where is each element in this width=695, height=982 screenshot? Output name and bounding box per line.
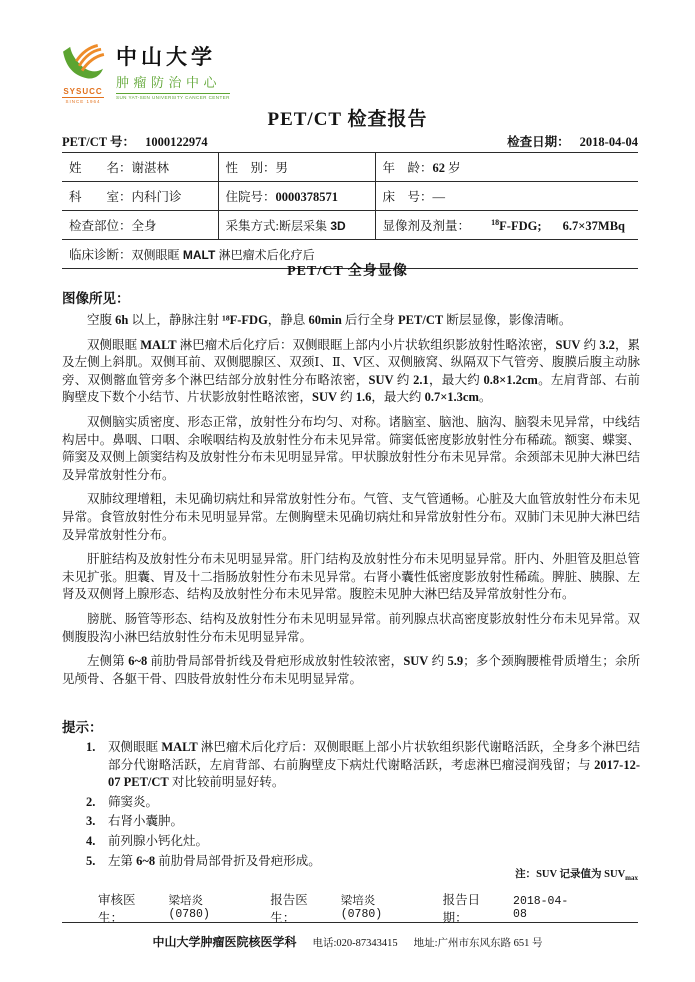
exam-region-label: 检查部位： (69, 219, 132, 233)
tip-text: 筛窦炎。 (108, 794, 159, 809)
tip-item (62, 794, 640, 812)
tip-text: 右肾小囊肿。 (108, 814, 184, 829)
bed-number-label: 床 号： (382, 190, 433, 204)
footer-department: 中山大学肿瘤医院核医学科 (152, 935, 297, 949)
sysucc-logo (58, 44, 230, 104)
logo-center-name: 肿瘤防治中心 (116, 75, 222, 91)
tip-item (62, 739, 640, 792)
findings-paragraph: 肝脏结构及放射性分布未见明显异常。肝门结构及放射性分布未见明显异常。肝内、外胆管及胆总管未见扩张。胆囊、胃及十二指肠放射性分布未见异常。右肾小囊性低密度影放射性稀疏。脾脏、胰腺、左肾及双侧肾上腺形态、结构及放射性分布未见异常。腹腔未见肿大淋巴结及异常放射性分布。 (62, 552, 640, 602)
acquisition-mode-cell (218, 211, 375, 240)
sysucc-logo-mark-wrap (58, 44, 108, 104)
tip-number: 2. (86, 794, 96, 809)
tracer-isotope-sup: 18 (491, 217, 500, 227)
findings-heading: 图像所见： (62, 291, 130, 306)
logo-acronym: SYSUCC (63, 87, 103, 96)
tracer-dose-value: 6.7×37MBq (562, 219, 625, 233)
logo-text-block (116, 44, 230, 104)
table-row (62, 182, 638, 211)
tip-number: 5. (86, 853, 96, 868)
table-row (62, 211, 638, 240)
tracer-dose-cell (375, 211, 638, 240)
exam-date-value: 2018-04-04 (579, 135, 638, 149)
report-meta-row (62, 132, 638, 150)
department-label: 科 室： (69, 190, 132, 204)
age-label: 年 龄： (382, 161, 433, 175)
acquisition-mode-value: 断层采集 3D (278, 219, 346, 233)
findings-body (62, 312, 640, 695)
tip-item (62, 833, 640, 851)
clinical-diagnosis-label: 临床诊断： (69, 248, 132, 262)
exam-date (507, 132, 638, 150)
tip-text: 双侧眼眶 MALT 淋巴瘤术后化疗后：双侧眼眶上部小片状软组织影代谢略活跃，全身多个淋巴结部分代谢略活跃，左肩背部、右前胸壁皮下病灶代谢略活跃，考虑淋巴瘤浸润残留；与 2017-12-07 PET/CT 对比较前明显好转。 (108, 740, 640, 790)
findings-paragraph: 双侧脑实质密度、形态正常，放射性分布均匀、对称。诸脑室、脑池、脑沟、脑裂未见异常，中线结构居中。鼻咽、口咽、余喉咽结构及放射性分布未见异常。筛窦低密度影放射性分布稀疏。额窦、蝶窦、筛窦及双侧上颌窦结构及放射性分布未见明显异常。甲状腺放射性分布未见异常。余颈部未见肿大淋巴结及异常放射性分布。 (62, 414, 640, 482)
tip-item (62, 813, 640, 831)
tip-number: 1. (86, 740, 96, 754)
report-doctor-value: 梁培炎(0780) (340, 895, 383, 921)
exam-date-label: 检查日期： (507, 135, 570, 149)
section-title: PET/CT 全身显像 (287, 264, 408, 279)
table-row (62, 153, 638, 182)
acquisition-mode-label: 采集方式: (225, 219, 279, 233)
findings-paragraph: 双侧眼眶 MALT 淋巴瘤术后化疗后：双侧眼眶上部内小片状软组织影放射性略浓密，SUV 约 3.2，累及左侧上斜肌。双侧耳前、双侧腮腺区、双颈Ⅰ、Ⅱ、Ⅴ区、双侧腋窝、纵隔双下气管旁、腹膜后腹主动脉旁、双侧髂血管旁多个淋巴结部分放射性分布略浓密，SUV 约 2.1，最大约 0.8×1.2cm。左肩背部、右前胸壁皮下数个小结节、片状影放射性略浓密，SUV 约 1.6，最大约 0.7×1.3cm。 (62, 337, 640, 405)
exam-region-value: 全身 (131, 219, 157, 233)
sex-cell (218, 153, 375, 182)
bed-number-value: — (432, 190, 446, 204)
footer-phone: 电话:020-87343415 (312, 938, 398, 949)
review-doctor-value: 梁培炎(0780) (168, 895, 210, 921)
tips-list (62, 739, 640, 872)
suv-note-text: 注：SUV 记录值为 SUV (515, 869, 626, 880)
tips-heading: 提示： (62, 720, 103, 735)
name-cell (62, 153, 218, 182)
report-doctor (270, 890, 416, 926)
tip-text: 左第 6~8 前肋骨局部骨折及骨疤形成。 (108, 853, 321, 868)
tip-text: 前列腺小钙化灶。 (108, 833, 209, 848)
suv-note-subscript: max (625, 874, 638, 883)
report-title: PET/CT 检查报告 (267, 109, 428, 130)
age-value: 62 岁 (432, 161, 461, 175)
tracer-name: $^{18}$F-FDG; (491, 217, 542, 233)
report-date-value: 2018-04-08 (513, 895, 569, 921)
tip-number: 3. (86, 814, 96, 829)
footer-divider (62, 922, 638, 923)
findings-paragraph: 膀胱、肠管等形态、结构及放射性分布未见明显异常。前列腺点状高密度影放射性分布未见异常。双侧腹股沟小淋巴结放射性分布未见明显异常。 (62, 611, 640, 644)
name-label: 姓 名： (69, 161, 132, 175)
review-doctor (98, 890, 244, 926)
name-value: 谢湛林 (131, 161, 170, 175)
tracer-dose-label: 显像剂及剂量： (382, 219, 471, 233)
tip-number: 4. (86, 833, 96, 848)
clinical-diagnosis-value: 双侧眼眶 MALT 淋巴瘤术后化疗后 (131, 248, 315, 262)
sysucc-logo-mark-icon (59, 44, 107, 82)
footer-address: 地址:广州市东风东路 651 号 (413, 938, 543, 949)
logo-since: SINCE 1964 (62, 97, 104, 104)
review-doctor-label: 审核医生： (98, 893, 136, 925)
report-date-label: 报告日期： (442, 893, 481, 925)
report-date (443, 890, 582, 926)
logo-university-name: 中山大学 (116, 45, 216, 69)
suv-note (62, 866, 638, 882)
admission-number-value: 0000378571 (275, 190, 339, 204)
petct-number-label: PET/CT 号： (62, 135, 136, 149)
findings-paragraph: 空腹 6h 以上，静脉注射 ¹⁸F-FDG，静息 60min 后行全身 PET/CT 断层显像，影像清晰。 (87, 313, 572, 327)
age-cell (375, 153, 638, 182)
patient-info-table (62, 152, 638, 269)
doctors-row (98, 890, 608, 926)
petct-number (62, 132, 208, 150)
admission-number-label: 住院号： (225, 190, 276, 204)
sex-label: 性 别： (225, 161, 276, 175)
findings-paragraph: 双肺纹理增粗，未见确切病灶和异常放射性分布。气管、支气管通畅。心脏及大血管放射性分布未见异常。食管放射性分布未见明显异常。左侧胸壁未见确切病灶和异常放射性分布。双肺门未见肿大淋巴结及异常放射性分布。 (62, 492, 640, 542)
admission-number-cell (218, 182, 375, 211)
logo-center-name-en: SUN YAT-SEN UNIVERSITY CANCER CENTER (116, 95, 230, 101)
exam-region-cell (62, 211, 218, 240)
petct-number-value: 1000122974 (145, 135, 208, 149)
department-value: 内科门诊 (131, 190, 182, 204)
footer (0, 933, 695, 950)
findings-paragraph: 左侧第 6~8 前肋骨局部骨折线及骨疤形成放射性较浓密，SUV 约 5.9；多个颈胸腰椎骨质增生；余所见颅骨、各躯干骨、四肢骨放射性分布未见明显异常。 (62, 654, 640, 686)
sex-value: 男 (275, 161, 289, 175)
department-cell (62, 182, 218, 211)
bed-number-cell (375, 182, 638, 211)
report-doctor-label: 报告医生： (270, 893, 308, 925)
